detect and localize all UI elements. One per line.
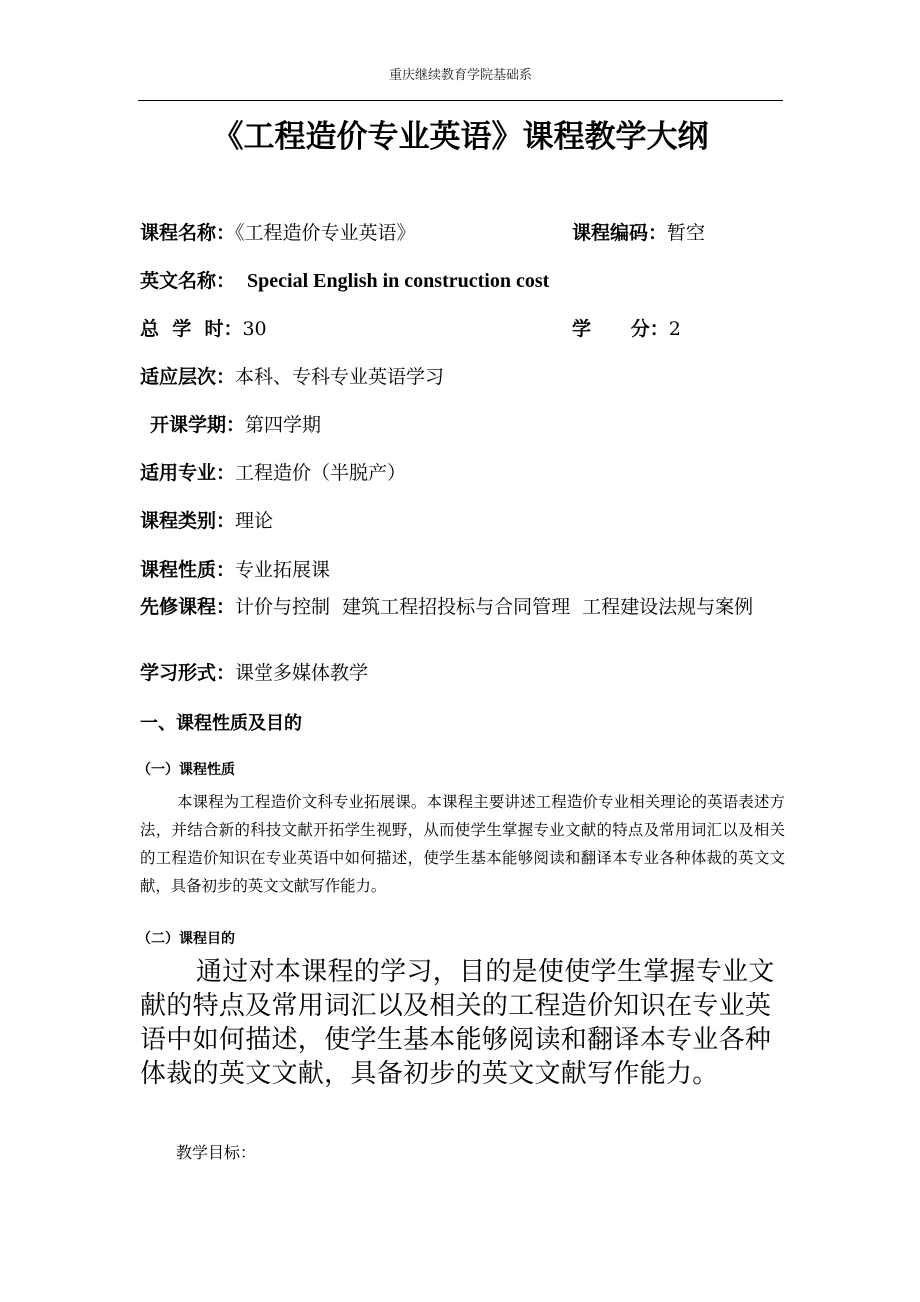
study-form-row — [140, 660, 368, 686]
nature-label: 课程性质： — [140, 559, 236, 581]
english-name-row — [140, 268, 549, 294]
course-name-value: 《工程造价专业英语》 — [235, 222, 416, 244]
total-hours-row — [140, 316, 267, 342]
category-value: 理论 — [235, 510, 274, 532]
study-form-value: 课堂多媒体教学 — [235, 662, 369, 684]
level-label: 适应层次： — [140, 366, 236, 388]
course-purpose-paragraph: 通过对本课程的学习，目的是使使学生掌握专业文献的特点及常用词汇以及相关的工程造价知识在专业英语中如何描述，使学生基本能够阅读和翻译本专业各种体裁的英文文献，具备初步的英文文献写作能力。 — [140, 957, 775, 1089]
nature-value: 专业拓展课 — [235, 559, 331, 581]
header-divider — [138, 100, 783, 101]
major-row — [140, 460, 406, 486]
credits-label: 学 分： — [572, 318, 669, 340]
semester-value: 第四学期 — [245, 414, 322, 436]
study-form-label: 学习形式： — [140, 662, 236, 684]
total-hours-value: 30 — [242, 318, 267, 340]
header-org: 重庆继续教育学院基础系 — [388, 68, 532, 83]
teaching-goal-label: 教学目标： — [176, 1143, 257, 1162]
course-name-row — [140, 220, 416, 246]
course-code-label: 课程编码： — [572, 222, 668, 244]
credits-row — [572, 316, 681, 342]
course-nature-paragraph: 本课程为工程造价文科专业拓展课。本课程主要讲述工程造价专业相关理论的英语表述方法，并结合新的科技文献开拓学生视野，从而使学生掌握专业文献的特点及常用词汇以及相关的工程造价知识在专业英语中如何描述，使学生基本能够阅读和翻译本专业各种体裁的英文文献，具备初步的英文文献写作能力。 — [140, 793, 785, 895]
english-name-label: 英文名称： — [140, 270, 236, 292]
nature-row — [140, 557, 330, 583]
subheading-course-nature: （一）课程性质 — [137, 762, 235, 778]
total-hours-label: 总 学 时： — [140, 318, 243, 340]
prerequisites-value: 计价与控制 建筑工程招投标与合同管理 工程建设法规与案例 — [235, 596, 754, 618]
category-row — [140, 508, 273, 534]
prerequisites-label: 先修课程： — [140, 596, 236, 618]
semester-row — [150, 412, 321, 438]
section-heading-nature-purpose: 一、课程性质及目的 — [140, 713, 302, 734]
course-code-row — [572, 220, 705, 246]
level-row — [140, 364, 444, 390]
credits-value: 2 — [668, 318, 681, 340]
major-label: 适用专业： — [140, 462, 236, 484]
course-code-value: 暂空 — [667, 222, 706, 244]
document-title: 《工程造价专业英语》课程教学大纲 — [212, 119, 709, 155]
level-value: 本科、专科专业英语学习 — [235, 366, 445, 388]
major-value: 工程造价（半脱产） — [235, 462, 407, 484]
course-name-label: 课程名称： — [140, 222, 236, 244]
semester-label: 开课学期： — [150, 414, 246, 436]
english-name-value: Special English in construction cost — [247, 270, 550, 292]
category-label: 课程类别： — [140, 510, 236, 532]
subheading-course-purpose: （二）课程目的 — [137, 931, 235, 947]
prerequisites-row — [140, 595, 790, 620]
